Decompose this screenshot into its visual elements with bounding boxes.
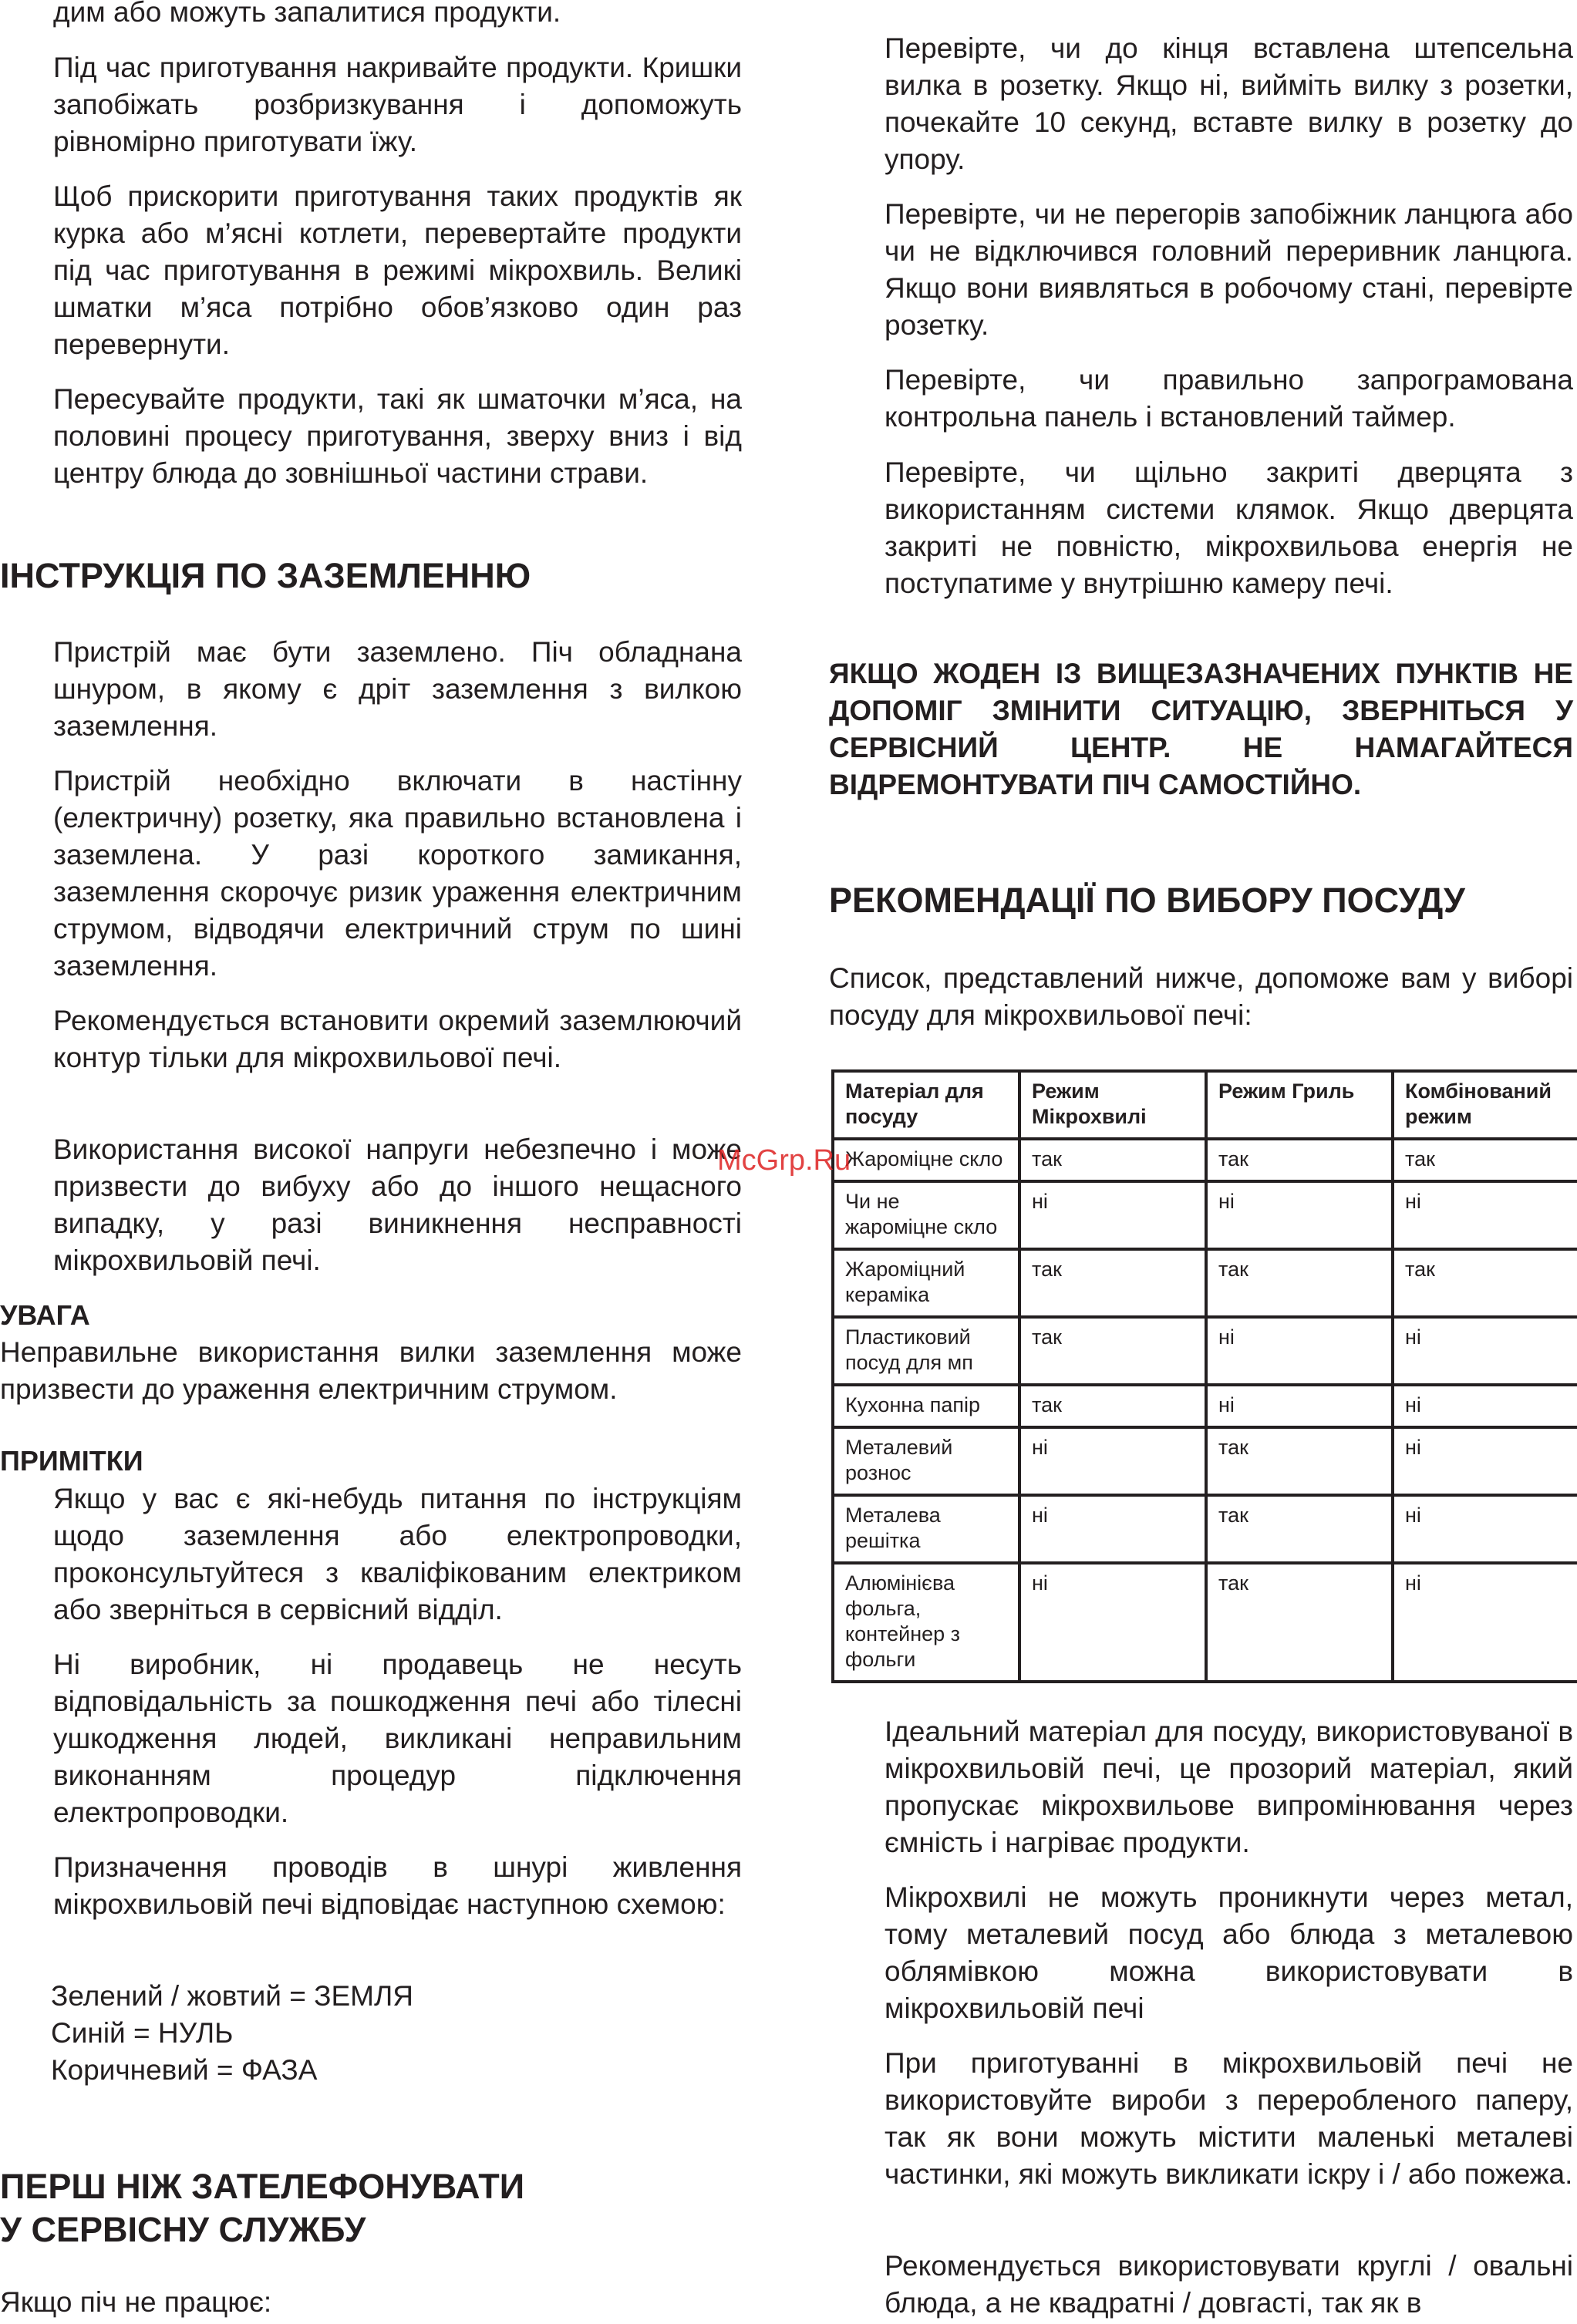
table-cell: Металевий рознос xyxy=(833,1427,1019,1495)
table-cell: ні xyxy=(1019,1427,1206,1495)
paragraph-text: Використання високої напруги небезпечно і може призвести до вибуху або до іншого нещасного випадку, у разі виникнення несправності мікрохвильовій печі. xyxy=(53,1133,742,1276)
table-row xyxy=(833,1249,1577,1317)
table-cell: ні xyxy=(1206,1181,1393,1249)
table-cell: Пластиковий посуд для мп xyxy=(833,1317,1019,1385)
table-cell: так xyxy=(1019,1249,1206,1317)
table-cell: так xyxy=(1206,1249,1393,1317)
table-cell: так xyxy=(1393,1139,1577,1181)
table-cell: Металева решітка xyxy=(833,1495,1019,1563)
paragraph-text: Ні виробник, ні продавець не несуть відповідальність за пошкодження печі або тілесні ушкодження людей, викликані неправильним виконанням процедур підключення електропроводки. xyxy=(53,1649,742,1828)
table-row xyxy=(833,1495,1577,1563)
column-header: Комбінований режим xyxy=(1393,1071,1577,1139)
attention-heading: УВАГА xyxy=(0,1299,90,1331)
table-cell: Жароміцне скло xyxy=(833,1139,1019,1181)
table-cell: ні xyxy=(1393,1317,1577,1385)
dishes-heading: РЕКОМЕНДАЦІЇ ПО ВИБОРУ ПОСУДУ xyxy=(829,881,1465,920)
table-cell: так xyxy=(1393,1249,1577,1317)
table-cell: Алюмінієва фольга, контейнер з фольги xyxy=(833,1563,1019,1682)
dishes-table xyxy=(831,1069,1577,1683)
service-heading xyxy=(0,2165,524,2252)
paragraph-text: Якщо у вас є які-небудь питання по інструкціям щодо заземлення або електропроводки, проконсультуйтеся з кваліфікованим електриком або зверніться в сервісний відділ. xyxy=(53,1483,742,1625)
table-cell: ні xyxy=(1206,1317,1393,1385)
table-cell: Кухонна папір xyxy=(833,1385,1019,1427)
table-cell: ні xyxy=(1393,1563,1577,1682)
table-cell: Жароміцний кераміка xyxy=(833,1249,1019,1317)
wire-line: Зелений / жовтий = ЗЕМЛЯ xyxy=(51,1980,413,2012)
table-row xyxy=(833,1139,1577,1181)
table-row xyxy=(833,1427,1577,1495)
notes-heading: ПРИМІТКИ xyxy=(0,1445,143,1477)
wire-line: Синій = НУЛЬ xyxy=(51,2017,234,2049)
table-row xyxy=(833,1563,1577,1682)
paragraph-text: Список, представлений нижче, допоможе вам у виборі посуду для мікрохвильової печі: xyxy=(829,962,1573,1031)
watermark: McGrp.Ru xyxy=(717,1144,851,1177)
attention-text: Неправильне використання вилки заземлення може призвести до ураження електричним струмом. xyxy=(0,1336,742,1405)
table-row xyxy=(833,1317,1577,1385)
paragraph-text: Призначення проводів в шнурі живлення мікрохвильовій печі відповідає наступною схемою: xyxy=(53,1851,742,1920)
paragraph-text: Щоб прискорити приготування таких продуктів як курка або м’ясні котлети, перевертайте продукти під час приготування в режимі мікрохвиль. Великі шматки м’яса потрібно обов’язково один раз перевернути. xyxy=(53,180,742,360)
paragraph-text: Якщо піч не працює: xyxy=(0,2286,272,2318)
paragraph-text: Мікрохвилі не можуть проникнути через метал, тому металевий посуд або блюда з металевою облямівкою можна використовувати в мікрохвильовій печі xyxy=(885,1881,1573,2024)
table-row xyxy=(833,1385,1577,1427)
table-cell: ні xyxy=(1206,1385,1393,1427)
paragraph-text: Рекомендується використовувати круглі / овальні блюда, а не квадратні / довгасті, так як в xyxy=(885,2250,1573,2319)
grounding-heading: ІНСТРУКЦІЯ ПО ЗАЗЕМЛЕННЮ xyxy=(0,556,531,595)
table-cell: так xyxy=(1206,1139,1393,1181)
table-cell: ні xyxy=(1019,1563,1206,1682)
service-heading-line: У СЕРВІСНУ СЛУЖБУ xyxy=(0,2210,366,2249)
paragraph-text: Пересувайте продукти, такі як шматочки м’яса, на половині процесу приготування, зверху вниз і від центру блюда до зовнішньої частини страви. xyxy=(53,383,742,489)
paragraph-text: Пристрій має бути заземлено. Піч обладнана шнуром, в якому є дріт заземлення з вилкою заземлення. xyxy=(53,636,742,742)
paragraph-text: Під час приготування накривайте продукти. Кришки запобіжать розбризкування і допоможуть рівномірно приготувати їжу. xyxy=(53,52,742,157)
wire-scheme xyxy=(51,1978,413,2089)
column-header: Матеріал для посуду xyxy=(833,1071,1019,1139)
table-cell: так xyxy=(1206,1563,1393,1682)
paragraph-text: дим або можуть запалитися продукти. xyxy=(53,0,561,28)
paragraph-text: Перевірте, чи не перегорів запобіжник ланцюга або чи не відключився головний переривник ланцюга. Якщо вони виявляться в робочому стані, перевірте розетку. xyxy=(885,198,1573,341)
column-header: Режим Мікрохвилі xyxy=(1019,1071,1206,1139)
paragraph-text: Перевірте, чи щільно закриті дверцята з використанням системи клямок. Якщо дверцята закриті не повністю, мікрохвильова енергія не поступатиме у внутрішню камеру печі. xyxy=(885,456,1573,599)
table-cell: так xyxy=(1206,1495,1393,1563)
table-cell: ні xyxy=(1019,1181,1206,1249)
table-cell: ні xyxy=(1393,1495,1577,1563)
paragraph-text: Пристрій необхідно включати в настінну (електричну) розетку, яка правильно встановлена і заземлена. У разі короткого замикання, заземлення скорочує ризик ураження електричним струмом, відводячи електричний струм по шині заземлення. xyxy=(53,765,742,982)
service-heading-line: ПЕРШ НІЖ ЗАТЕЛЕФОНУВАТИ xyxy=(0,2167,525,2206)
table-cell: ні xyxy=(1393,1181,1577,1249)
paragraph-text: Перевірте, чи до кінця вставлена штепсельна вилка в розетку. Якщо ні, вийміть вилку з розетки, почекайте 10 секунд, вставте вилку в розетку до упору. xyxy=(885,32,1573,175)
table-header-row xyxy=(833,1071,1577,1139)
paragraph-text: Перевірте, чи правильно запрограмована контрольна панель і встановлений таймер. xyxy=(885,364,1573,433)
table-cell: ні xyxy=(1019,1495,1206,1563)
wire-line: Коричневий = ФАЗА xyxy=(51,2054,318,2086)
paragraph-text: При приготуванні в мікрохвильовій печі не використовуйте вироби з переробленого паперу, так як вони можуть містити маленькі металеві частинки, які можуть викликати іскру і / або пожежа. xyxy=(885,2047,1573,2190)
table-cell: ні xyxy=(1393,1427,1577,1495)
table-row xyxy=(833,1181,1577,1249)
table-cell: так xyxy=(1206,1427,1393,1495)
service-warning: ЯКЩО ЖОДЕН ІЗ ВИЩЕЗАЗНАЧЕНИХ ПУНКТІВ НЕ ДОПОМІГ ЗМІНИТИ СИТУАЦІЮ, ЗВЕРНІТЬСЯ У СЕРВІСНИЙ ЦЕНТР. НЕ НАМАГАЙТЕСЯ ВІДРЕМОНТУВАТИ ПІЧ САМОСТІЙНО. xyxy=(829,658,1573,800)
table-cell: так xyxy=(1019,1317,1206,1385)
table-cell: так xyxy=(1019,1139,1206,1181)
column-header: Режим Гриль xyxy=(1206,1071,1393,1139)
paragraph-text: Ідеальний матеріал для посуду, використовуваної в мікрохвильовій печі, це прозорий матеріал, який пропускає мікрохвильове випромінювання через ємність і нагріває продукти. xyxy=(885,1716,1573,1858)
table-cell: Чи не жароміцне скло xyxy=(833,1181,1019,1249)
table-cell: ні xyxy=(1393,1385,1577,1427)
table-cell: так xyxy=(1019,1385,1206,1427)
paragraph-text: Рекомендується встановити окремий заземлюючий контур тільки для мікрохвильової печі. xyxy=(53,1005,742,1073)
